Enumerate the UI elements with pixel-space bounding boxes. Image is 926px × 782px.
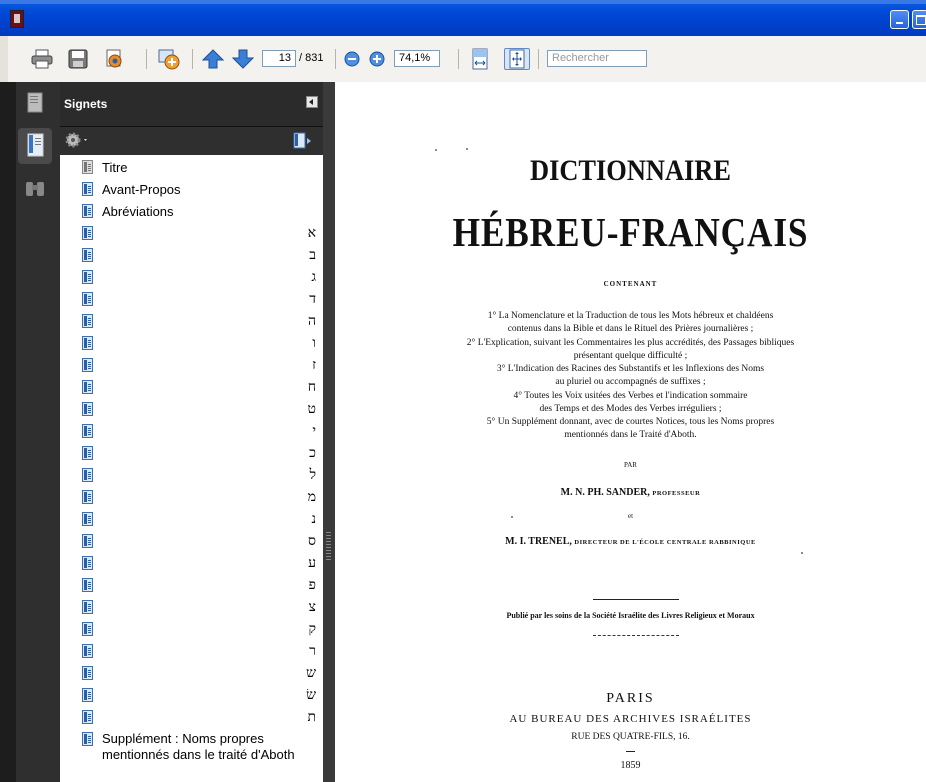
title-line-1: DICTIONNAIRE	[530, 154, 731, 187]
window-titlebar	[0, 0, 926, 36]
bookmark-hebrew-letter: ב	[309, 247, 316, 263]
bookmark-item[interactable]	[62, 377, 321, 399]
bookmark-icon	[82, 402, 93, 416]
bookmark-item[interactable]	[62, 421, 321, 443]
collapse-panel-button[interactable]	[306, 96, 318, 108]
description-line: contenus dans la Bible et dans le Rituel des Prières journalières ;	[507, 324, 754, 334]
fit-page-icon	[508, 49, 526, 69]
expand-bookmark-icon[interactable]	[292, 131, 314, 151]
bookmark-item[interactable]	[62, 553, 321, 575]
description-line: mentionnés dans le Traité d'Aboth.	[564, 430, 697, 440]
bookmark-hebrew-letter: כ	[309, 445, 316, 461]
year-line: 1859	[620, 760, 641, 771]
bookmark-hebrew-letter: ר	[309, 643, 316, 659]
toolbar-separator	[192, 49, 193, 69]
save-button[interactable]	[66, 48, 90, 70]
bookmarks-icon	[18, 128, 52, 164]
bookmark-item[interactable]	[62, 245, 321, 267]
short-rule	[626, 751, 635, 752]
navigation-rail	[0, 82, 60, 782]
bookmark-hebrew-letter: ג	[311, 269, 316, 285]
description-line: présentant quelque difficulté ;	[573, 351, 688, 361]
bookmark-hebrew-letter: מ	[307, 489, 316, 505]
bookmark-hebrew-letter: נ	[311, 511, 316, 527]
description-line: 5° Un Supplément donnant, avec de courtes Notices, tous les Noms propres	[486, 417, 775, 427]
print-speck	[435, 149, 437, 151]
bookmark-hebrew-letter: ק	[308, 621, 316, 637]
search-input[interactable]: Rechercher	[547, 50, 647, 67]
maximize-button[interactable]	[912, 10, 926, 29]
bookmark-icon	[82, 732, 93, 746]
bookmarks-toolbar	[60, 127, 323, 155]
bookmark-item[interactable]	[62, 685, 321, 707]
bookmark-label: Avant-Propos	[102, 182, 181, 197]
zoom-out-button[interactable]	[343, 48, 361, 70]
bookmark-item[interactable]	[62, 729, 321, 762]
bookmark-hebrew-letter: ח	[307, 379, 316, 395]
author-1-role: PROFESSEUR	[652, 490, 701, 497]
description-line: des Temps et des Modes des Verbes irréguliers ;	[539, 404, 722, 414]
bookmark-icon	[82, 512, 93, 526]
publisher-line: Publié par les soins de la Société Israélite des Livres Religieux et Moraux	[506, 611, 755, 620]
bookmark-hebrew-letter: שׂ	[306, 687, 316, 703]
bookmark-hebrew-letter: ע	[308, 555, 316, 571]
toolbar-separator	[538, 49, 539, 69]
bookmark-icon	[82, 160, 93, 174]
bookmark-item[interactable]	[62, 267, 321, 289]
bookmark-icon	[82, 446, 93, 460]
bookmark-label: Titre	[102, 160, 128, 175]
et-label: et	[627, 512, 634, 520]
author-2-role: DIRECTEUR DE L'ÉCOLE CENTRALE RABBINIQUE	[574, 539, 756, 546]
author-1-name: M. N. PH. SANDER,	[560, 487, 650, 498]
titlebar-strip	[0, 0, 926, 4]
search-panel-button[interactable]	[18, 172, 52, 208]
bookmark-icon	[82, 358, 93, 372]
bookmark-item[interactable]	[62, 575, 321, 597]
address-line-1: AU BUREAU DES ARCHIVES ISRAÉLITES	[509, 713, 752, 725]
bookmark-item[interactable]	[62, 509, 321, 531]
bookmark-icon	[82, 666, 93, 680]
bookmark-hebrew-letter: ת	[307, 709, 316, 725]
bookmark-item[interactable]	[62, 619, 321, 641]
bookmark-item[interactable]	[62, 399, 321, 421]
bookmarks-panel-button[interactable]	[18, 128, 52, 164]
bookmark-item[interactable]	[62, 355, 321, 377]
contenant-label: CONTENANT	[603, 280, 658, 288]
bookmark-icon	[82, 314, 93, 328]
print-speck	[466, 148, 468, 150]
bookmark-icon	[82, 336, 93, 350]
bookmark-item[interactable]	[62, 223, 321, 245]
bookmark-hebrew-letter: צ	[308, 599, 316, 615]
pages-icon	[18, 86, 52, 122]
toolbar-grip	[0, 36, 8, 82]
zoom-in-icon	[369, 51, 385, 67]
bookmark-icon	[82, 490, 93, 504]
email-button[interactable]	[102, 48, 128, 70]
document-view[interactable]	[335, 82, 926, 782]
author-1	[335, 487, 926, 498]
toolbar-separator	[335, 49, 336, 69]
bookmark-hebrew-letter: ט	[307, 401, 316, 417]
panel-splitter[interactable]	[323, 82, 335, 782]
bookmark-icon	[82, 182, 93, 196]
document-page	[335, 82, 926, 782]
bookmark-item[interactable]	[62, 597, 321, 619]
binoculars-icon	[18, 172, 52, 208]
bookmark-icon	[82, 248, 93, 262]
bookmark-hebrew-letter: ז	[312, 357, 316, 373]
bookmark-icon	[82, 292, 93, 306]
author-2	[335, 536, 926, 547]
city-line: PARIS	[606, 691, 655, 706]
bookmark-icon	[82, 600, 93, 614]
bookmark-item[interactable]	[62, 333, 321, 355]
bookmark-label: Supplément : Noms propres mentionnés dans le traité d'Aboth	[102, 731, 295, 762]
pages-panel-button[interactable]	[18, 86, 52, 122]
bookmark-icon	[82, 622, 93, 636]
fit-width-button[interactable]	[468, 48, 492, 70]
bookmark-item[interactable]	[62, 157, 321, 179]
bookmark-icon	[82, 644, 93, 658]
toolbar-separator	[146, 49, 147, 69]
description-line: au pluriel ou accompagnés de suffixes ;	[555, 377, 706, 387]
page-number-input[interactable]: 13	[262, 50, 296, 67]
email-icon	[104, 48, 126, 70]
share-icon	[156, 47, 182, 71]
page-total-label: / 831	[299, 52, 324, 64]
bookmarks-panel-header	[60, 82, 323, 127]
bookmark-icon	[82, 468, 93, 482]
bookmark-hebrew-letter: ל	[309, 467, 316, 483]
divider-rule	[593, 599, 679, 600]
arrow-up-icon	[202, 49, 224, 69]
options-gear-icon[interactable]	[64, 131, 92, 151]
zoom-level-input[interactable]: 74,1%	[394, 50, 440, 67]
bookmark-item[interactable]	[62, 641, 321, 663]
minimize-button[interactable]	[890, 10, 909, 29]
bookmark-item[interactable]	[62, 707, 321, 729]
arrow-down-icon	[232, 49, 254, 69]
description-line: 3° L'Indication des Racines des Substantifs et les Inflexions des Noms	[496, 364, 765, 374]
author-2-name: M. I. TRENEL,	[505, 536, 572, 547]
bookmark-item[interactable]	[62, 531, 321, 553]
bookmark-hebrew-letter: ה	[307, 313, 316, 329]
bookmark-hebrew-letter: י	[312, 423, 316, 439]
address-line-2: RUE DES QUATRE-FILS, 16.	[571, 732, 690, 742]
description-line: 1° La Nomenclature et la Traduction de tous les Mots hébreux et chaldéens	[487, 311, 774, 321]
toolbar	[0, 36, 926, 83]
bookmark-item[interactable]	[62, 487, 321, 509]
description-line: 4° Toutes les Voix usitées des Verbes et l'indication sommaire	[513, 391, 748, 401]
bookmark-item[interactable]	[62, 443, 321, 465]
bookmark-hebrew-letter: פ	[308, 577, 316, 593]
bookmark-icon	[82, 710, 93, 724]
next-page-button[interactable]	[231, 48, 255, 70]
bookmark-icon	[82, 534, 93, 548]
zoom-out-icon	[344, 51, 360, 67]
rail-edge	[0, 82, 16, 782]
par-label: PAR	[624, 461, 637, 469]
bookmark-item[interactable]	[62, 201, 321, 223]
bookmark-hebrew-letter: ש	[306, 665, 316, 681]
zoom-in-button[interactable]	[368, 48, 386, 70]
bookmark-icon	[82, 204, 93, 218]
bookmark-hebrew-letter: ס	[308, 533, 316, 549]
print-icon	[31, 49, 53, 69]
bookmark-icon	[82, 226, 93, 240]
share-button[interactable]	[155, 48, 183, 70]
fit-page-button[interactable]	[504, 48, 530, 70]
bookmark-item[interactable]	[62, 663, 321, 685]
print-button[interactable]	[30, 48, 54, 70]
toolbar-separator	[458, 49, 459, 69]
bookmark-hebrew-letter: א	[307, 225, 316, 241]
bookmark-icon	[82, 380, 93, 394]
bookmark-icon	[82, 578, 93, 592]
save-icon	[68, 49, 88, 69]
panel-title: Signets	[64, 97, 108, 111]
print-speck	[801, 552, 803, 554]
bookmark-label: Abréviations	[102, 204, 174, 219]
title-line-2: HÉBREU-FRANÇAIS	[452, 209, 809, 255]
divider-dashed	[593, 635, 679, 636]
bookmark-item[interactable]	[62, 465, 321, 487]
bookmark-hebrew-letter: ו	[312, 335, 316, 351]
bookmark-icon	[82, 270, 93, 284]
splitter-grip[interactable]	[326, 532, 331, 562]
fit-width-icon	[471, 48, 489, 70]
description-line: 2° L'Explication, suivant les Commentaires les plus accrédités, des Passages bibliques	[466, 338, 795, 348]
previous-page-button[interactable]	[201, 48, 225, 70]
app-icon[interactable]	[10, 10, 24, 28]
bookmark-item[interactable]	[62, 311, 321, 333]
bookmark-item[interactable]	[62, 179, 321, 201]
bookmarks-list	[62, 155, 321, 782]
bookmark-hebrew-letter: ד	[309, 291, 316, 307]
bookmark-icon	[82, 424, 93, 438]
bookmark-item[interactable]	[62, 289, 321, 311]
bookmark-icon	[82, 688, 93, 702]
bookmark-icon	[82, 556, 93, 570]
